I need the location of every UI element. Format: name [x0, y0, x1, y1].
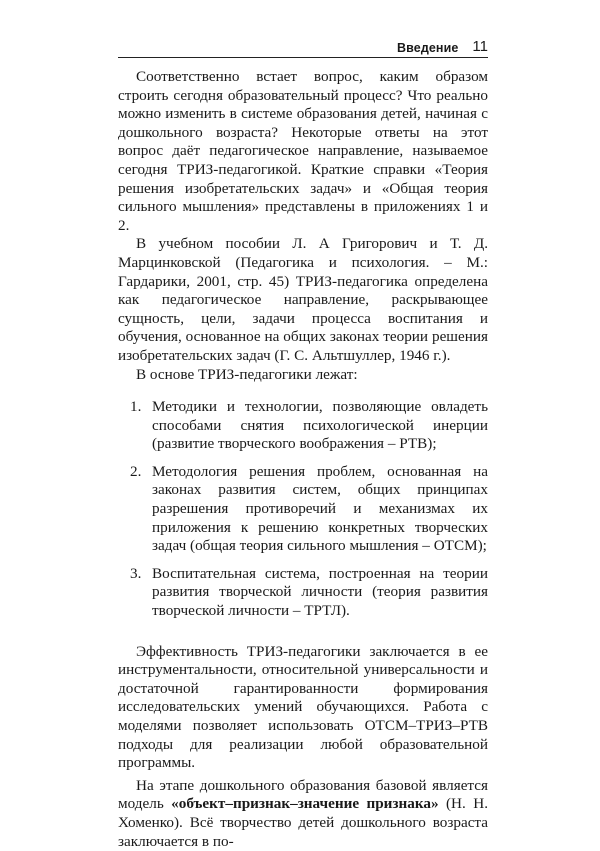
paragraph-1: Соответственно встает вопрос, каким образом строить сегодня образовательный процесс? Что реально можно изменить в системе образования детей, начиная с дошкольного возраста? Некоторые ответы на этот вопрос даёт педагогическое направление, называемое сегодня ТРИЗ-педагогикой. Краткие справки «Теория решения изобретательских задач» и «Общая теория сильного мышления» представлены в приложениях 1 и 2. [118, 68, 488, 234]
list-item [118, 463, 488, 556]
page-number: 11 [472, 38, 488, 55]
paragraph-5-end: (Н. Н. Хоменко). Всё творчество детей дошкольного возраста заключается в по- [118, 795, 488, 850]
list-item [118, 398, 488, 454]
paragraph-5 [118, 777, 488, 851]
paragraph-3: В основе ТРИЗ-педагогики лежат: [136, 365, 358, 383]
list-item [118, 565, 488, 621]
list-item-text: Методики и технологии, позволяющие овладеть способами снятия психологической инерции (развитие творческого воображения – РТВ); [152, 398, 488, 453]
body-text [118, 68, 488, 851]
list-item-text: Воспитательная система, построенная на теории развития творческой личности (теория развития творческой личности – ТРТЛ). [152, 564, 488, 620]
list-item-text: Методология решения проблем, основанная на законах развития систем, общих принципах разрешения противоречий и механизмах их приложения к решению конкретных творческих задач (общая теория сильного мышления – ОТСМ); [152, 462, 488, 555]
model-name-bold: «объект–признак–значение признака» [171, 795, 439, 813]
section-title: Введение [397, 41, 459, 55]
paragraph-2: В учебном пособии Л. А Григорович и Т. Д. Марцинковской (Педагогика и психология. – М.: Гардарики, 2001, стр. 45) ТРИЗ-педагогика определена как педагогическое направление, раскрывающее сущность, цели, задачи процесса воспитания и обучения, основанное на общих законах теории решения изобретательских задач (Г. С. Альтшуллер, 1946 г.). [118, 235, 488, 364]
running-header [118, 36, 488, 58]
numbered-list [118, 398, 488, 621]
list-item-number: 3. [130, 564, 142, 582]
list-item-number: 2. [130, 462, 142, 480]
paragraph-4: Эффективность ТРИЗ-педагогики заключается в ее инструментальности, относительной универсальности и достаточной гарантированности формирования исследовательских умений обучающихся. Работа с моделями позволяет использовать ОТСМ–ТРИЗ–РТВ подходы для реализации любой образовательной программы. [118, 642, 488, 772]
paragraph-5-start: На этапе дошкольного образования базовой является модель [118, 776, 488, 813]
list-item-number: 1. [130, 398, 142, 416]
